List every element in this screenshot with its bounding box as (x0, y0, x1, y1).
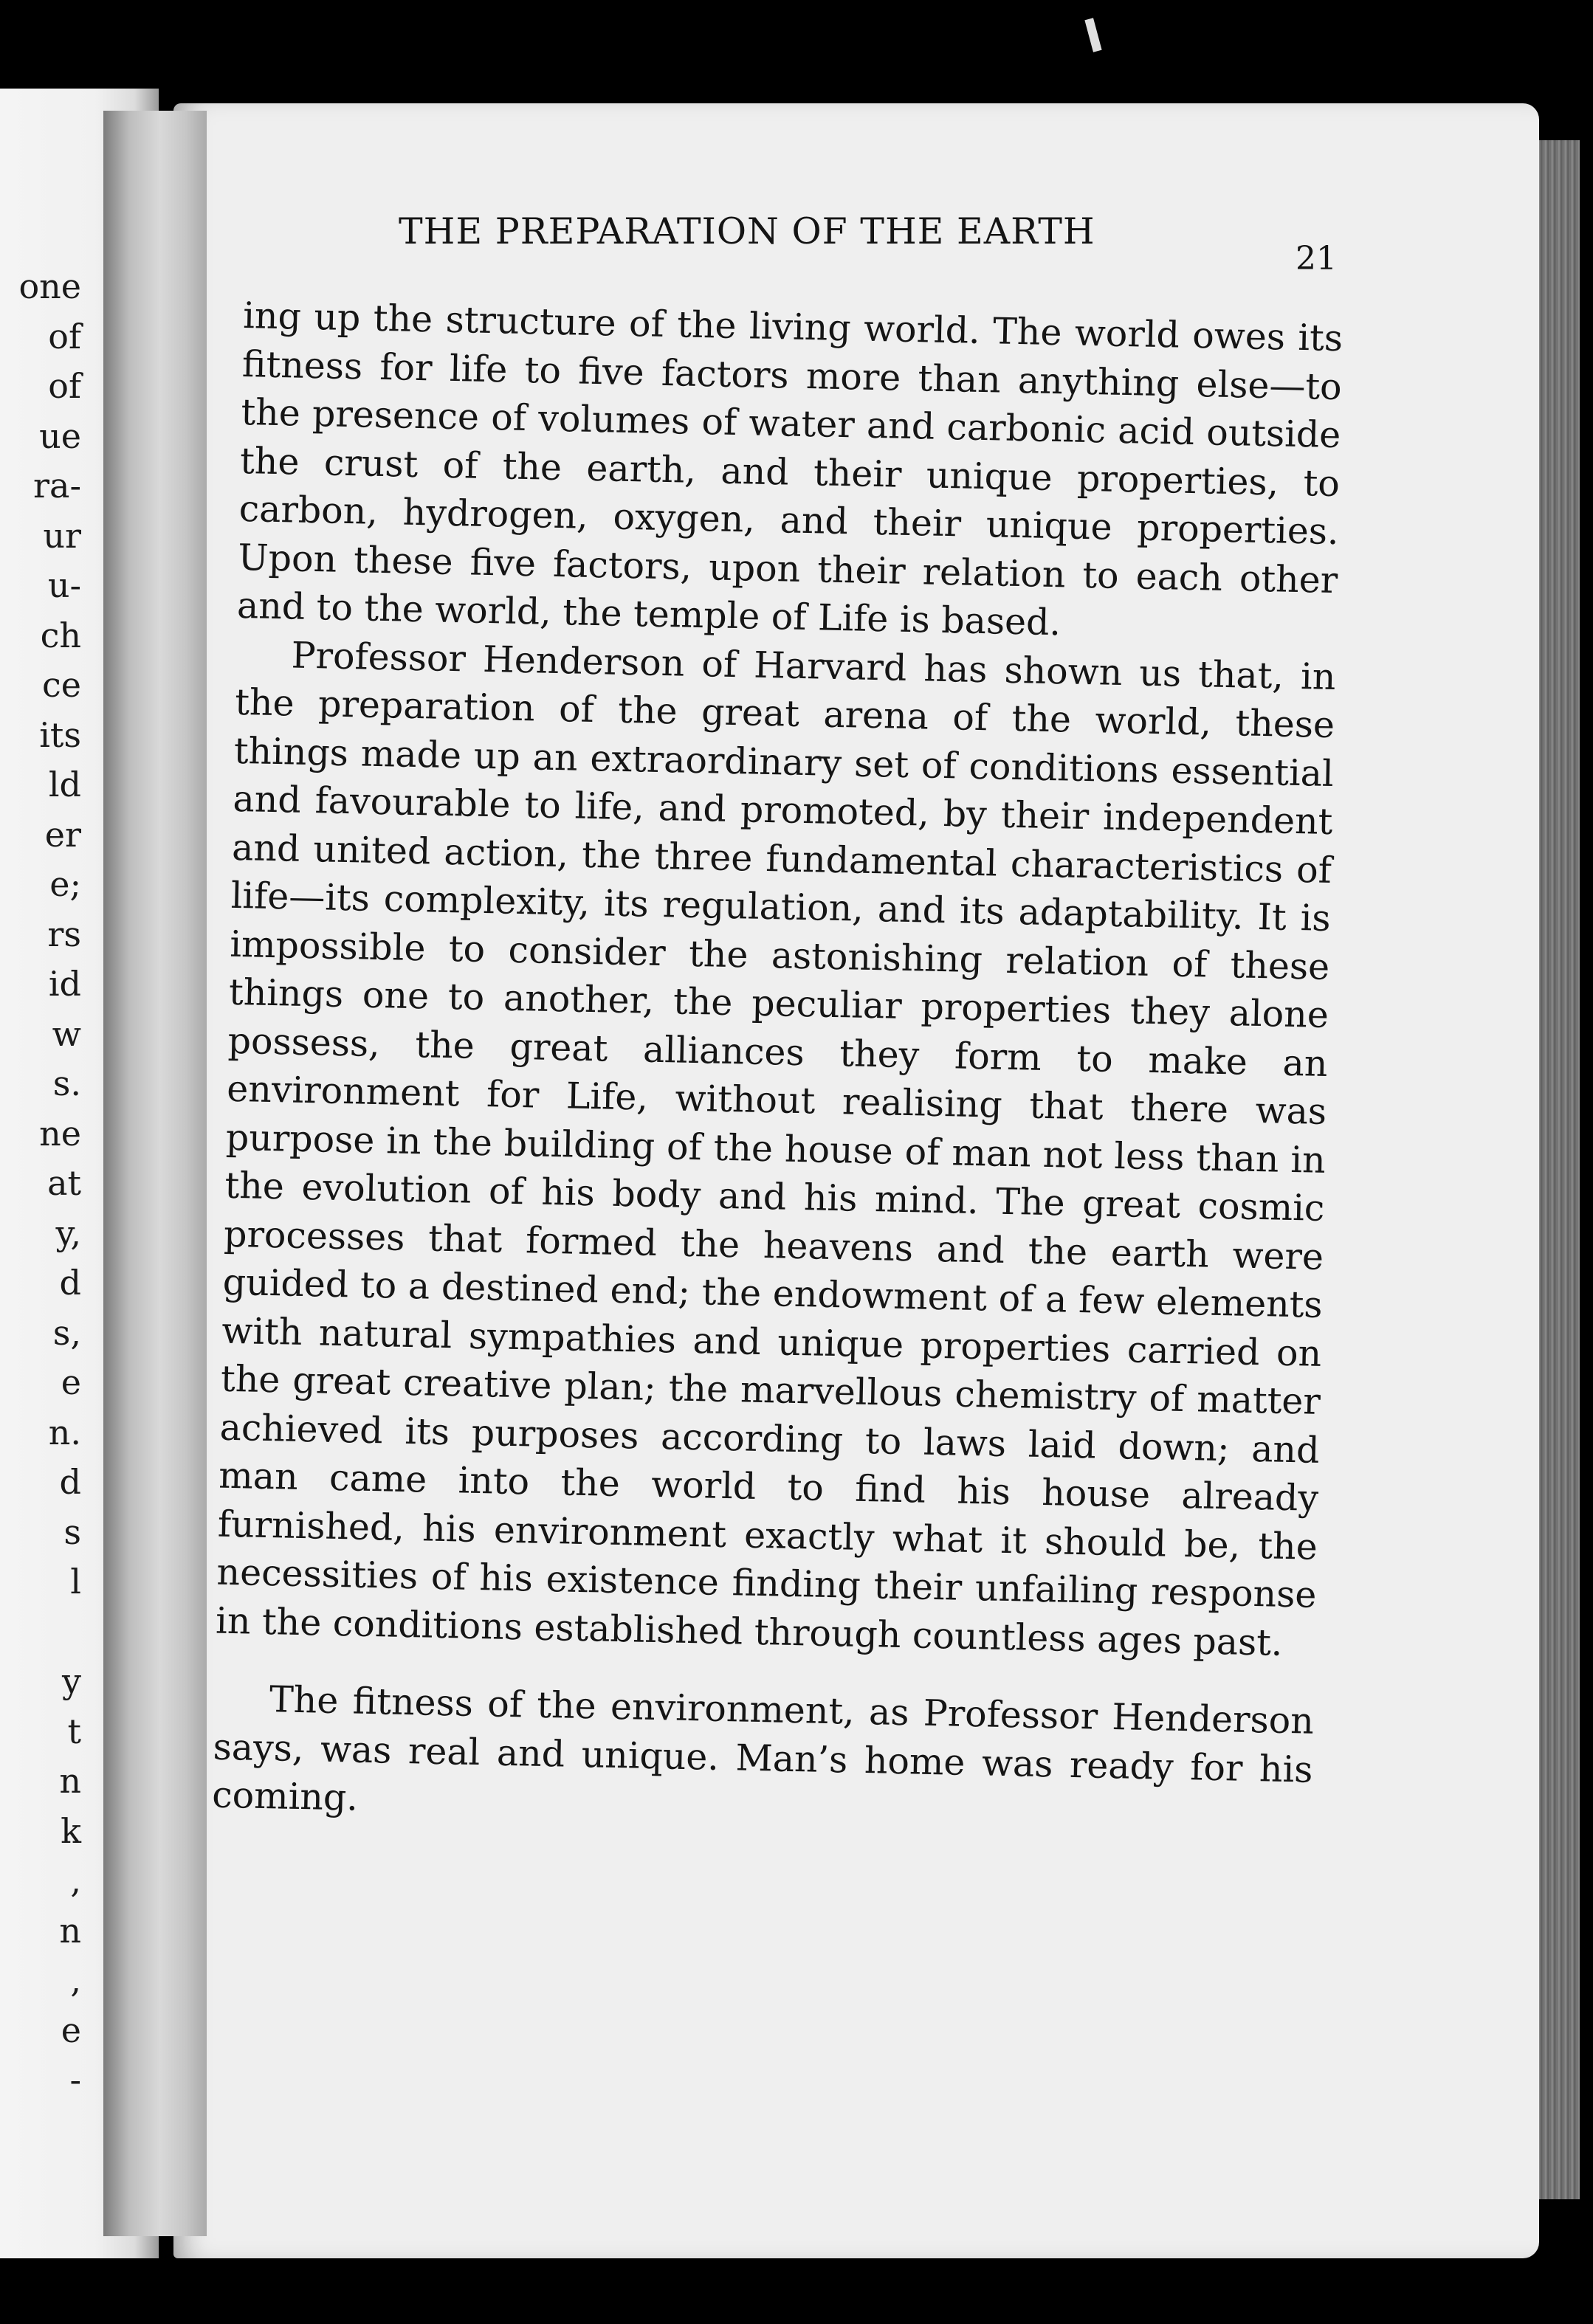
left-fragment: er (44, 814, 81, 855)
left-fragment: at (47, 1163, 81, 1203)
left-fragment: n (59, 1910, 81, 1951)
left-fragment: id (48, 964, 81, 1004)
paragraph: ing up the structure of the living world. The world owes its fitness for life to five factors more than anything else—to the presence of volumes of water and carbonic acid outside the crust of the earth, and their unique properties, to carbon, hydrogen, oxygen, and their unique properties. Upon these five factors, upon their relation to each other and to the world, the temple of Life is based. (236, 294, 1343, 644)
left-fragment: ld (48, 765, 81, 804)
left-fragment: e; (49, 864, 81, 904)
left-fragment: , (70, 1861, 81, 1900)
left-fragment: e (61, 1362, 81, 1402)
left-fragment: k (61, 1810, 81, 1851)
left-fragment: ra- (33, 466, 81, 506)
left-fragment: ur (43, 515, 81, 556)
left-fragment: t (67, 1711, 81, 1751)
left-fragment: d (59, 1263, 81, 1303)
left-fragment: s. (52, 1063, 81, 1103)
left-fragment: ne (39, 1113, 81, 1154)
left-fragment: ce (42, 665, 81, 705)
left-fragment: y, (55, 1213, 81, 1253)
left-fragment: , (70, 1960, 81, 2000)
left-fragment: e (61, 2010, 81, 2050)
left-fragment: w (52, 1013, 81, 1054)
left-fragment: ch (40, 615, 81, 655)
left-fragment: one (18, 266, 81, 306)
left-fragment: n (59, 1761, 81, 1801)
left-fragment: ue (39, 416, 81, 456)
scan-speck (1084, 18, 1101, 52)
left-page-fragments (0, 262, 81, 2106)
left-fragment: d (59, 1462, 81, 1502)
left-fragment: n. (48, 1412, 81, 1452)
left-fragment (0, 1607, 81, 1658)
left-fragment: y (62, 1661, 81, 1701)
left-fragment: s, (52, 1312, 81, 1353)
book-gutter (103, 111, 207, 2236)
paragraph: Professor Henderson of Harvard has shown us that, in the preparation of the great arena of the world, these things made up an extraordinary set of conditions essential and favourable to life, and promoted, by their independent and united action, the three fundamental characteristics of life—its complexity, its regulation, and its adaptability. It is impossible to consider the astonishing relation of these things one to another, the peculiar properties they alone possess, the great alliances they form to make an environment for Life, without realising that there was purpose in the building of the house of man not less than in the evolution of his body and his mind. The great cosmic processes that formed the heavens and the earth were guided to a destined end; the endowment of a few elements with natural sympathies and unique properties carried on the great creative plan; the marvellous chemistry of matter achieved its purposes according to laws laid down; and man came into the world to find his house already furnished, his environment exactly what it should be, the necessities of his existence finding their unfailing response in the conditions established through countless ages past. (215, 633, 1336, 1664)
left-fragment: l (70, 1562, 81, 1601)
left-fragment: u- (47, 565, 81, 605)
left-fragment: - (69, 2060, 81, 2100)
page-number: 21 (1296, 240, 1337, 277)
left-fragment: of (48, 366, 81, 406)
left-fragment: s (63, 1511, 81, 1552)
left-fragment: rs (47, 914, 81, 954)
running-header: THE PREPARATION OF THE EARTH (399, 210, 1095, 252)
paragraph: The fitness of the environment, as Professor Henderson says, was real and unique. Man’s home was ready for his coming. (211, 1678, 1315, 1819)
body-text (212, 292, 1343, 1842)
left-fragment: of (48, 316, 81, 356)
left-fragment: its (39, 714, 81, 755)
